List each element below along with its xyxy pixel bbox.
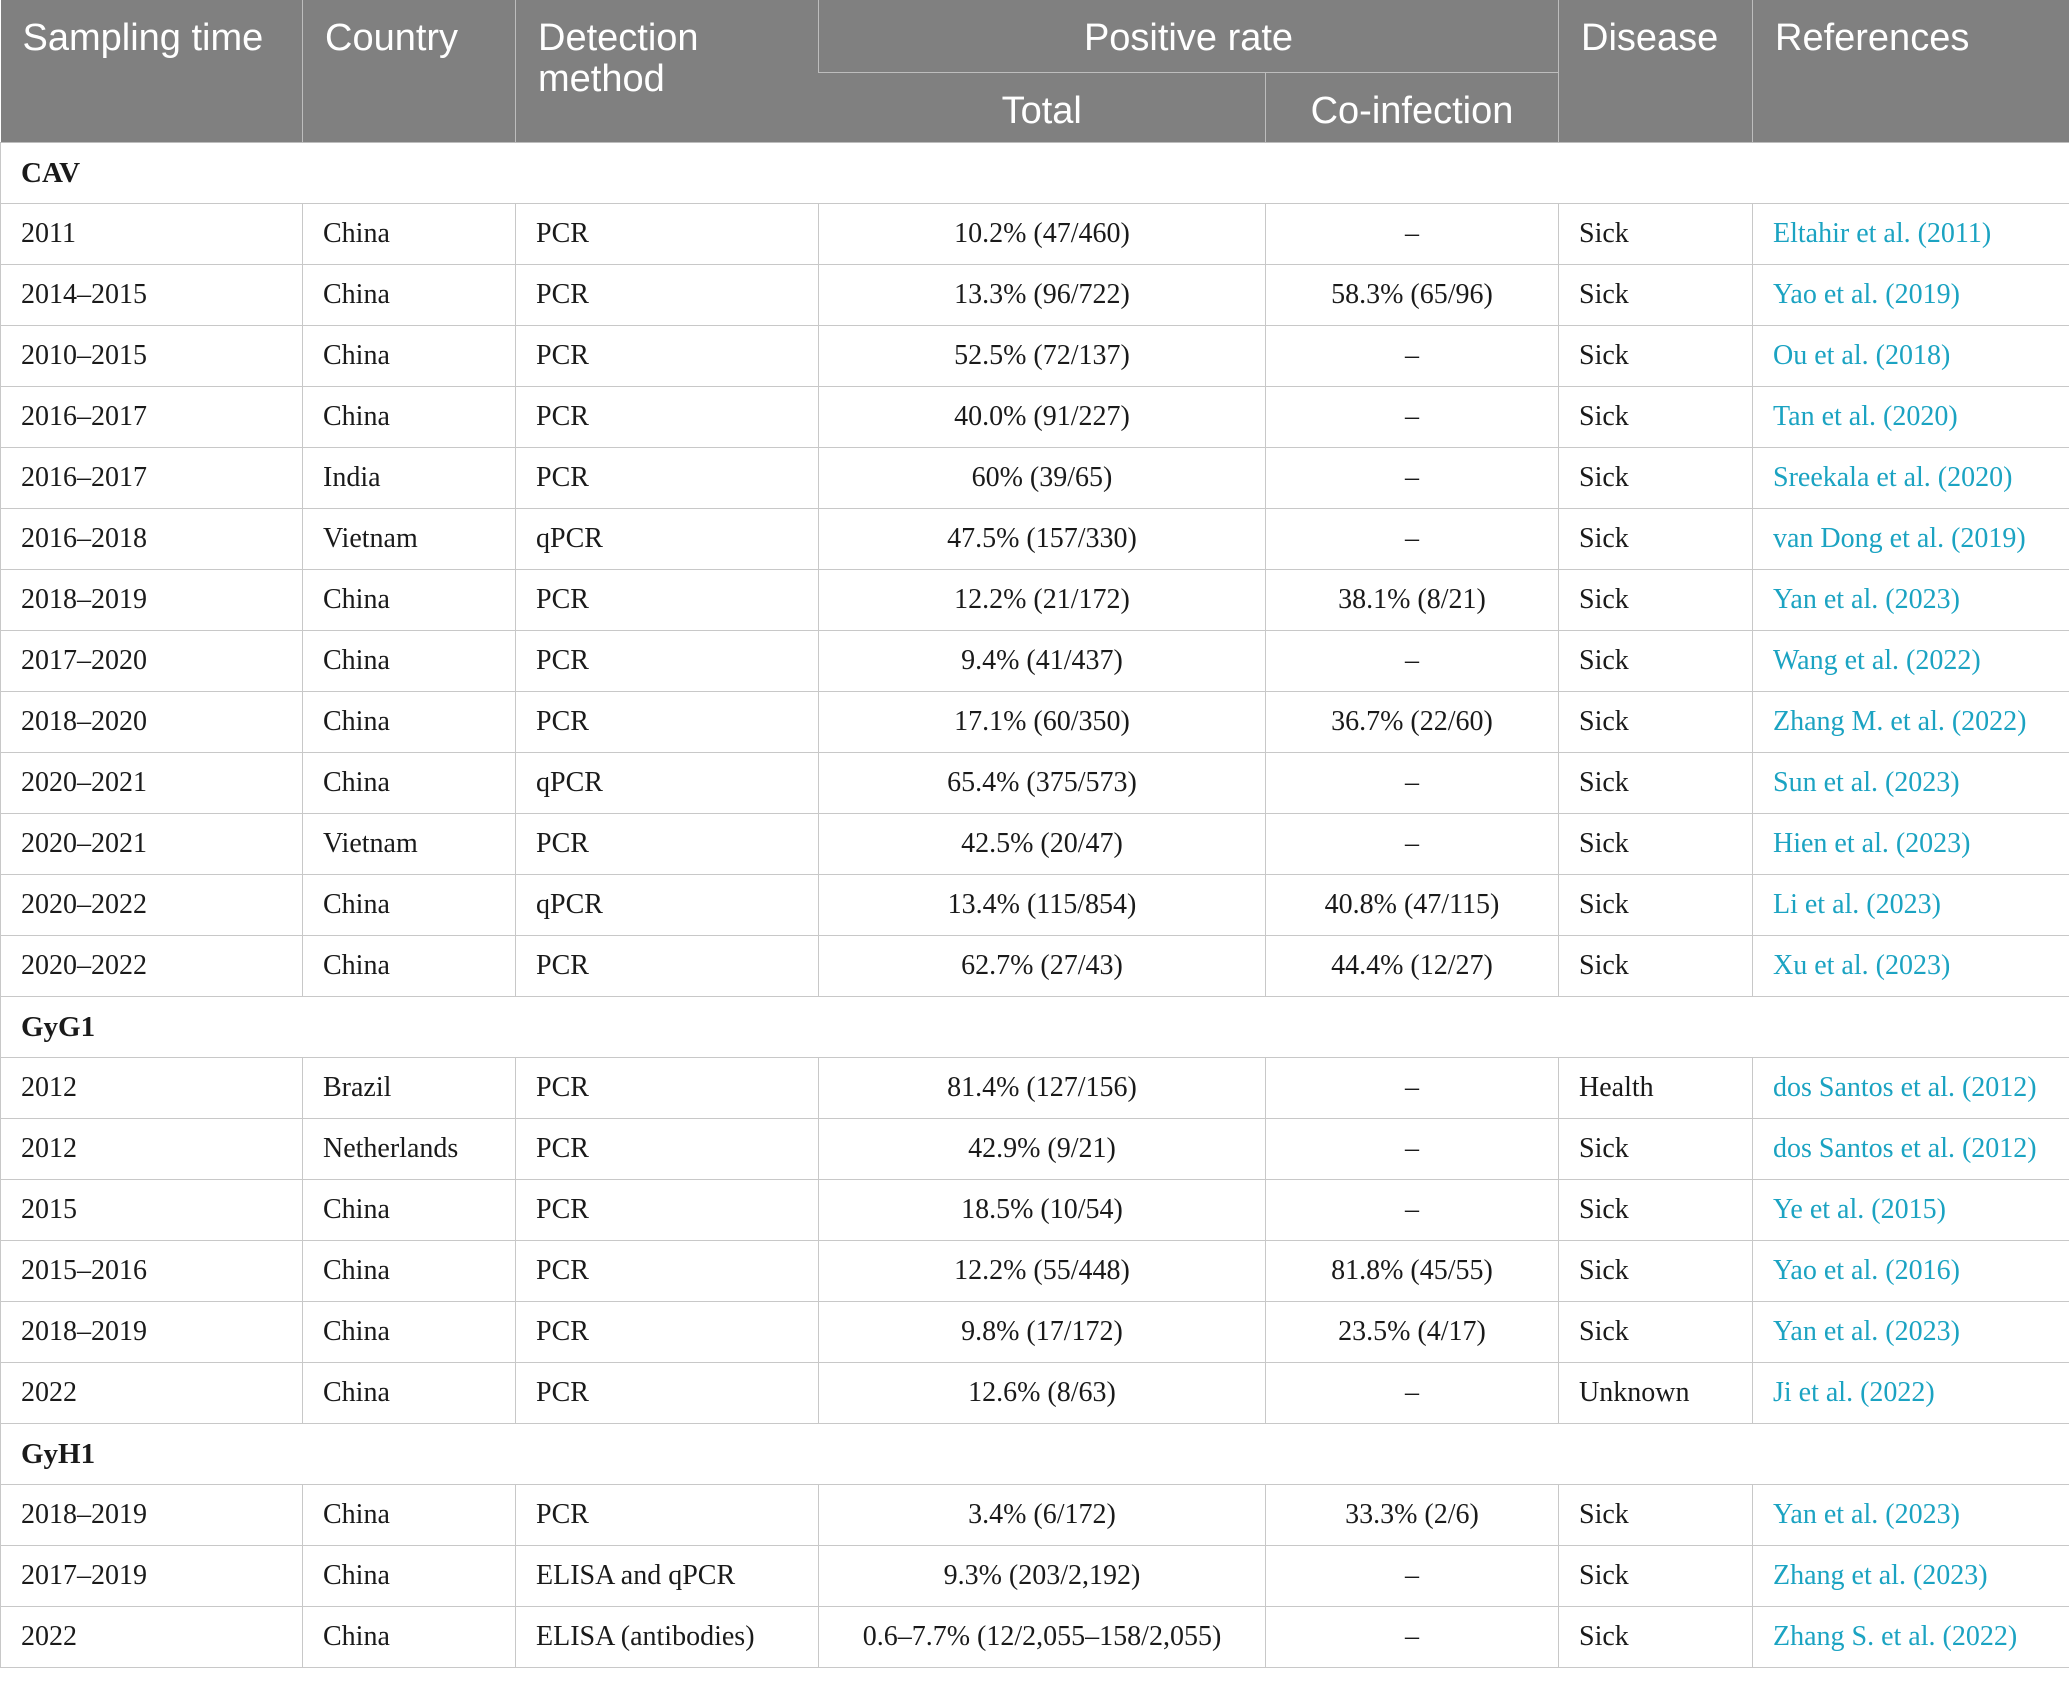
detection-method-cell: ELISA (antibodies) xyxy=(516,1607,819,1668)
detection-method-cell: qPCR xyxy=(516,753,819,814)
table-row xyxy=(1,1241,2069,1302)
table-body xyxy=(1,143,2069,1668)
total-rate-cell: 17.1% (60/350) xyxy=(819,692,1266,753)
co-infection-cell: – xyxy=(1266,1180,1559,1241)
sampling-time-cell: 2017–2019 xyxy=(1,1546,303,1607)
disease-cell: Sick xyxy=(1559,326,1753,387)
header-total: Total xyxy=(819,73,1266,143)
detection-method-cell: qPCR xyxy=(516,875,819,936)
reference-link[interactable]: Sreekala et al. (2020) xyxy=(1753,448,2069,509)
co-infection-cell: 36.7% (22/60) xyxy=(1266,692,1559,753)
disease-cell: Sick xyxy=(1559,1180,1753,1241)
table-row xyxy=(1,265,2069,326)
country-cell: Brazil xyxy=(303,1058,516,1119)
total-rate-cell: 12.6% (8/63) xyxy=(819,1363,1266,1424)
detection-method-cell: PCR xyxy=(516,1241,819,1302)
country-cell: China xyxy=(303,204,516,265)
reference-link[interactable]: Ji et al. (2022) xyxy=(1753,1363,2069,1424)
reference-link[interactable]: Yao et al. (2016) xyxy=(1753,1241,2069,1302)
disease-cell: Sick xyxy=(1559,1119,1753,1180)
country-cell: China xyxy=(303,326,516,387)
disease-cell: Sick xyxy=(1559,509,1753,570)
total-rate-cell: 81.4% (127/156) xyxy=(819,1058,1266,1119)
header-positive-rate: Positive rate xyxy=(819,0,1559,73)
country-cell: China xyxy=(303,1241,516,1302)
header-sampling-time: Sampling time xyxy=(1,0,303,143)
sampling-time-cell: 2011 xyxy=(1,204,303,265)
header-disease: Disease xyxy=(1559,0,1753,143)
detection-method-cell: PCR xyxy=(516,631,819,692)
sampling-time-cell: 2018–2019 xyxy=(1,1302,303,1363)
disease-cell: Sick xyxy=(1559,1607,1753,1668)
co-infection-cell: – xyxy=(1266,1119,1559,1180)
table-row xyxy=(1,936,2069,997)
table-row xyxy=(1,753,2069,814)
disease-cell: Sick xyxy=(1559,265,1753,326)
table-row xyxy=(1,448,2069,509)
reference-link[interactable]: Yan et al. (2023) xyxy=(1753,570,2069,631)
total-rate-cell: 12.2% (55/448) xyxy=(819,1241,1266,1302)
total-rate-cell: 9.3% (203/2,192) xyxy=(819,1546,1266,1607)
section-row-cav xyxy=(1,143,2069,204)
detection-method-cell: PCR xyxy=(516,1180,819,1241)
sampling-time-cell: 2016–2017 xyxy=(1,387,303,448)
disease-cell: Sick xyxy=(1559,936,1753,997)
country-cell: China xyxy=(303,1180,516,1241)
sampling-time-cell: 2016–2018 xyxy=(1,509,303,570)
country-cell: China xyxy=(303,387,516,448)
total-rate-cell: 42.5% (20/47) xyxy=(819,814,1266,875)
section-title: GyH1 xyxy=(1,1424,2069,1485)
detection-method-cell: PCR xyxy=(516,204,819,265)
reference-link[interactable]: Wang et al. (2022) xyxy=(1753,631,2069,692)
detection-method-cell: PCR xyxy=(516,1485,819,1546)
co-infection-cell: – xyxy=(1266,326,1559,387)
sampling-time-cell: 2012 xyxy=(1,1119,303,1180)
co-infection-cell: 58.3% (65/96) xyxy=(1266,265,1559,326)
table-row xyxy=(1,1546,2069,1607)
co-infection-cell: 38.1% (8/21) xyxy=(1266,570,1559,631)
country-cell: China xyxy=(303,1546,516,1607)
table-row xyxy=(1,570,2069,631)
reference-link[interactable]: dos Santos et al. (2012) xyxy=(1753,1119,2069,1180)
disease-cell: Unknown xyxy=(1559,1363,1753,1424)
total-rate-cell: 60% (39/65) xyxy=(819,448,1266,509)
detection-method-cell: PCR xyxy=(516,448,819,509)
sampling-time-cell: 2020–2022 xyxy=(1,875,303,936)
header-references: References xyxy=(1753,0,2069,143)
table-row xyxy=(1,1302,2069,1363)
total-rate-cell: 52.5% (72/137) xyxy=(819,326,1266,387)
disease-cell: Health xyxy=(1559,1058,1753,1119)
detection-method-cell: ELISA and qPCR xyxy=(516,1546,819,1607)
disease-cell: Sick xyxy=(1559,204,1753,265)
total-rate-cell: 10.2% (47/460) xyxy=(819,204,1266,265)
sampling-time-cell: 2020–2021 xyxy=(1,753,303,814)
total-rate-cell: 62.7% (27/43) xyxy=(819,936,1266,997)
co-infection-cell: – xyxy=(1266,448,1559,509)
reference-link[interactable]: Sun et al. (2023) xyxy=(1753,753,2069,814)
sampling-time-cell: 2020–2021 xyxy=(1,814,303,875)
reference-link[interactable]: Hien et al. (2023) xyxy=(1753,814,2069,875)
country-cell: China xyxy=(303,1485,516,1546)
disease-cell: Sick xyxy=(1559,387,1753,448)
country-cell: China xyxy=(303,936,516,997)
total-rate-cell: 0.6–7.7% (12/2,055–158/2,055) xyxy=(819,1607,1266,1668)
table-row xyxy=(1,875,2069,936)
co-infection-cell: – xyxy=(1266,387,1559,448)
reference-link[interactable]: Xu et al. (2023) xyxy=(1753,936,2069,997)
total-rate-cell: 3.4% (6/172) xyxy=(819,1485,1266,1546)
total-rate-cell: 65.4% (375/573) xyxy=(819,753,1266,814)
header-country: Country xyxy=(303,0,516,143)
detection-method-cell: qPCR xyxy=(516,509,819,570)
reference-link[interactable]: Tan et al. (2020) xyxy=(1753,387,2069,448)
disease-cell: Sick xyxy=(1559,753,1753,814)
reference-link[interactable]: Zhang et al. (2023) xyxy=(1753,1546,2069,1607)
table-row xyxy=(1,631,2069,692)
disease-cell: Sick xyxy=(1559,1241,1753,1302)
disease-cell: Sick xyxy=(1559,570,1753,631)
disease-cell: Sick xyxy=(1559,875,1753,936)
header-detection-method: Detection method xyxy=(516,0,819,143)
co-infection-cell: – xyxy=(1266,1363,1559,1424)
country-cell: China xyxy=(303,570,516,631)
table-row xyxy=(1,814,2069,875)
sampling-time-cell: 2022 xyxy=(1,1607,303,1668)
total-rate-cell: 47.5% (157/330) xyxy=(819,509,1266,570)
table-row xyxy=(1,387,2069,448)
detection-method-cell: PCR xyxy=(516,387,819,448)
total-rate-cell: 9.8% (17/172) xyxy=(819,1302,1266,1363)
reference-link[interactable]: Ye et al. (2015) xyxy=(1753,1180,2069,1241)
co-infection-cell: – xyxy=(1266,1058,1559,1119)
table-row xyxy=(1,326,2069,387)
country-cell: Vietnam xyxy=(303,509,516,570)
section-title: GyG1 xyxy=(1,997,2069,1058)
sampling-time-cell: 2016–2017 xyxy=(1,448,303,509)
sampling-time-cell: 2010–2015 xyxy=(1,326,303,387)
detection-method-cell: PCR xyxy=(516,692,819,753)
detection-method-cell: PCR xyxy=(516,326,819,387)
total-rate-cell: 9.4% (41/437) xyxy=(819,631,1266,692)
section-title: CAV xyxy=(1,143,2069,204)
reference-link[interactable]: Li et al. (2023) xyxy=(1753,875,2069,936)
disease-cell: Sick xyxy=(1559,814,1753,875)
reference-link[interactable]: Yan et al. (2023) xyxy=(1753,1485,2069,1546)
sampling-time-cell: 2012 xyxy=(1,1058,303,1119)
disease-cell: Sick xyxy=(1559,448,1753,509)
co-infection-cell: 23.5% (4/17) xyxy=(1266,1302,1559,1363)
co-infection-cell: – xyxy=(1266,631,1559,692)
sampling-time-cell: 2022 xyxy=(1,1363,303,1424)
country-cell: China xyxy=(303,1363,516,1424)
table-row xyxy=(1,1485,2069,1546)
co-infection-cell: 33.3% (2/6) xyxy=(1266,1485,1559,1546)
detection-method-cell: PCR xyxy=(516,1363,819,1424)
reference-link[interactable]: Zhang M. et al. (2022) xyxy=(1753,692,2069,753)
reference-link[interactable]: Yao et al. (2019) xyxy=(1753,265,2069,326)
detection-method-cell: PCR xyxy=(516,1302,819,1363)
table-row xyxy=(1,1058,2069,1119)
table-row xyxy=(1,1180,2069,1241)
country-cell: China xyxy=(303,265,516,326)
sampling-time-cell: 2015–2016 xyxy=(1,1241,303,1302)
co-infection-cell: – xyxy=(1266,1546,1559,1607)
disease-cell: Sick xyxy=(1559,1302,1753,1363)
country-cell: China xyxy=(303,1302,516,1363)
country-cell: China xyxy=(303,692,516,753)
detection-method-cell: PCR xyxy=(516,1058,819,1119)
detection-method-cell: PCR xyxy=(516,265,819,326)
disease-cell: Sick xyxy=(1559,692,1753,753)
table-row xyxy=(1,204,2069,265)
reference-link[interactable]: Ou et al. (2018) xyxy=(1753,326,2069,387)
sampling-time-cell: 2015 xyxy=(1,1180,303,1241)
disease-cell: Sick xyxy=(1559,631,1753,692)
country-cell: Netherlands xyxy=(303,1119,516,1180)
co-infection-cell: – xyxy=(1266,814,1559,875)
country-cell: India xyxy=(303,448,516,509)
table-row xyxy=(1,692,2069,753)
co-infection-cell: – xyxy=(1266,753,1559,814)
detection-method-cell: PCR xyxy=(516,1119,819,1180)
co-infection-cell: 40.8% (47/115) xyxy=(1266,875,1559,936)
header-co-infection: Co-infection xyxy=(1266,73,1559,143)
sampling-time-cell: 2020–2022 xyxy=(1,936,303,997)
sampling-time-cell: 2018–2020 xyxy=(1,692,303,753)
reference-link[interactable]: van Dong et al. (2019) xyxy=(1753,509,2069,570)
co-infection-cell: 81.8% (45/55) xyxy=(1266,1241,1559,1302)
detection-method-cell: PCR xyxy=(516,570,819,631)
total-rate-cell: 12.2% (21/172) xyxy=(819,570,1266,631)
co-infection-cell: – xyxy=(1266,1607,1559,1668)
country-cell: China xyxy=(303,875,516,936)
reference-link[interactable]: Yan et al. (2023) xyxy=(1753,1302,2069,1363)
country-cell: China xyxy=(303,1607,516,1668)
sampling-time-cell: 2014–2015 xyxy=(1,265,303,326)
sampling-time-cell: 2018–2019 xyxy=(1,570,303,631)
sampling-time-cell: 2018–2019 xyxy=(1,1485,303,1546)
country-cell: China xyxy=(303,631,516,692)
reference-link[interactable]: dos Santos et al. (2012) xyxy=(1753,1058,2069,1119)
reference-link[interactable]: Eltahir et al. (2011) xyxy=(1753,204,2069,265)
table-row xyxy=(1,1607,2069,1668)
section-row-gyg1 xyxy=(1,997,2069,1058)
total-rate-cell: 40.0% (91/227) xyxy=(819,387,1266,448)
table-row xyxy=(1,509,2069,570)
co-infection-cell: – xyxy=(1266,204,1559,265)
country-cell: Vietnam xyxy=(303,814,516,875)
co-infection-cell: 44.4% (12/27) xyxy=(1266,936,1559,997)
country-cell: China xyxy=(303,753,516,814)
detection-method-cell: PCR xyxy=(516,814,819,875)
co-infection-cell: – xyxy=(1266,509,1559,570)
table-row xyxy=(1,1119,2069,1180)
detection-method-cell: PCR xyxy=(516,936,819,997)
sampling-time-cell: 2017–2020 xyxy=(1,631,303,692)
total-rate-cell: 13.3% (96/722) xyxy=(819,265,1266,326)
section-row-gyh1 xyxy=(1,1424,2069,1485)
disease-cell: Sick xyxy=(1559,1485,1753,1546)
table-header xyxy=(1,0,2069,143)
total-rate-cell: 18.5% (10/54) xyxy=(819,1180,1266,1241)
table-row xyxy=(1,1363,2069,1424)
disease-cell: Sick xyxy=(1559,1546,1753,1607)
total-rate-cell: 42.9% (9/21) xyxy=(819,1119,1266,1180)
total-rate-cell: 13.4% (115/854) xyxy=(819,875,1266,936)
reference-link[interactable]: Zhang S. et al. (2022) xyxy=(1753,1607,2069,1668)
